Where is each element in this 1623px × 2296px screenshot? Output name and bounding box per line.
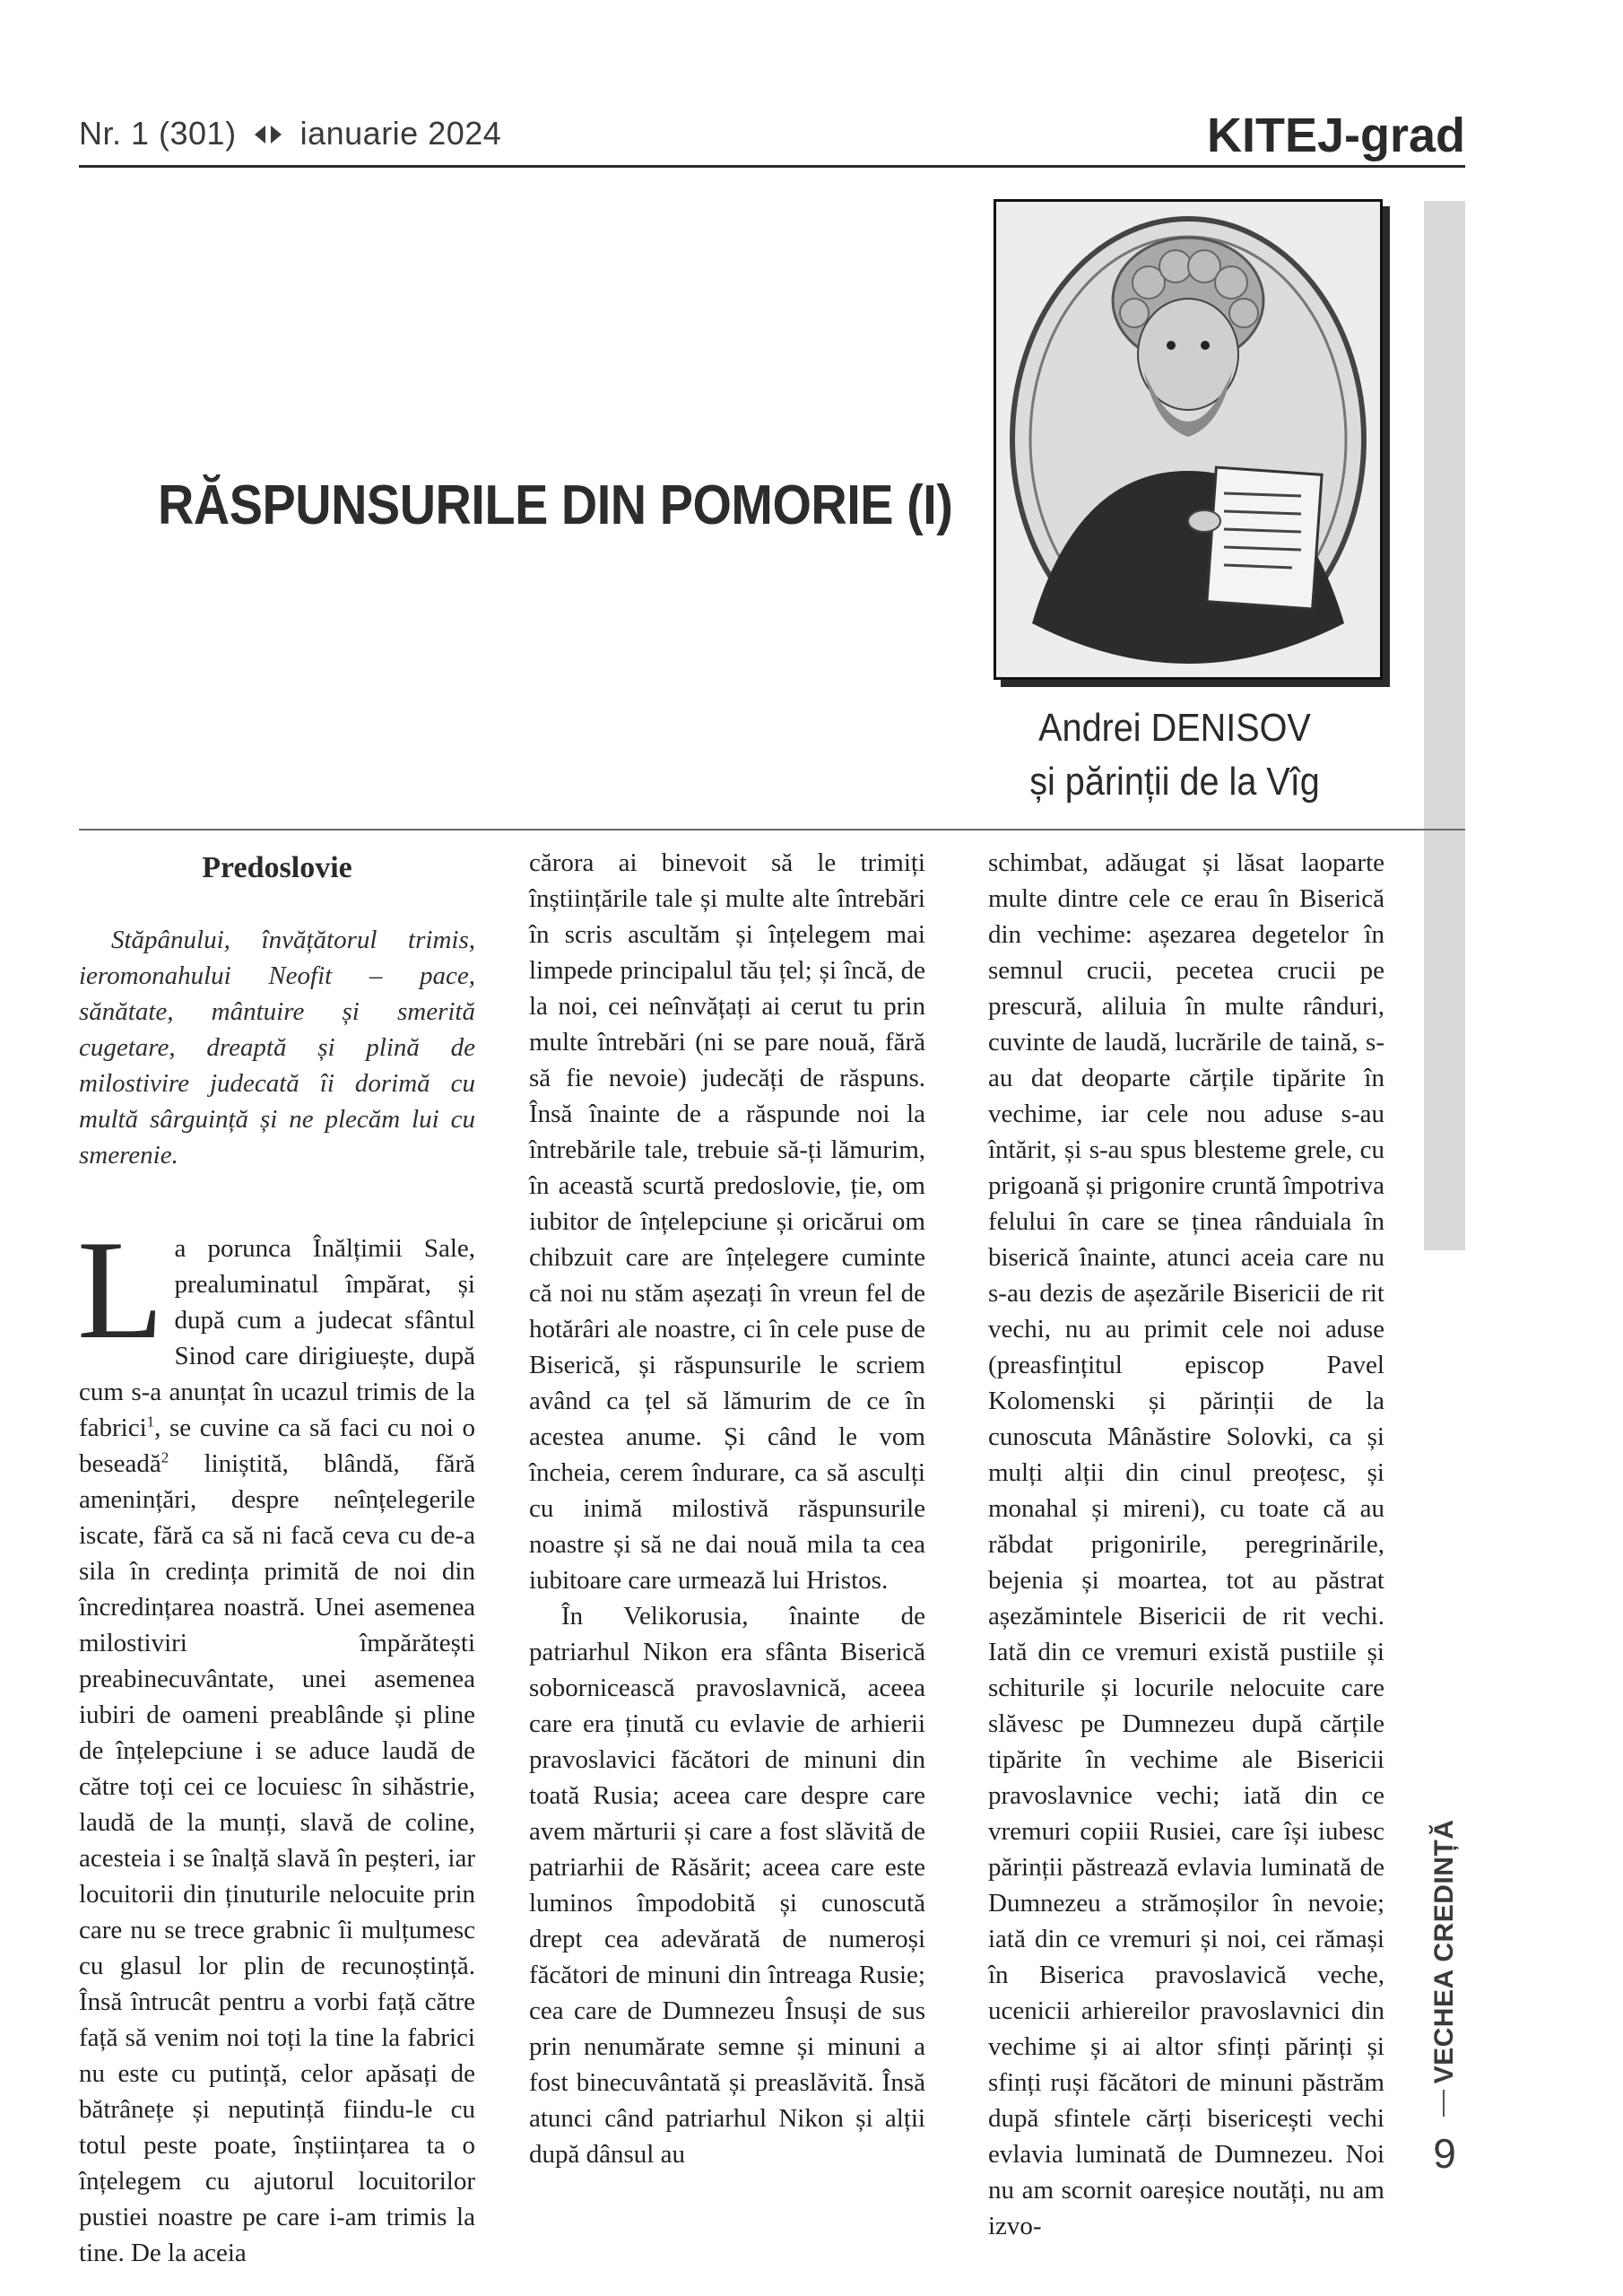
left-right-diamond-icon xyxy=(253,117,283,154)
footnote-marker: 2 xyxy=(161,1448,169,1466)
drop-cap: L xyxy=(77,1212,164,1369)
page-number: 9 xyxy=(1433,2130,1456,2177)
section-separator xyxy=(1443,2090,1445,2117)
text-column-2 xyxy=(529,845,925,2172)
magazine-name: KITEJ-grad xyxy=(1206,109,1465,162)
section-heading: Predoslovie xyxy=(202,851,352,884)
side-accent-bar xyxy=(1424,201,1465,1250)
body-text: a porunca Înălțimii Sale, prealuminatul împărat, și după cum a judecat sfântul Sinod care dirigiuește, după cum s-a anunțat în ucazul trimis de la fabrici xyxy=(79,1234,475,1442)
body-paragraph xyxy=(77,1212,475,2271)
author-coauthors: și părinții de la Vîg xyxy=(1029,760,1320,804)
body-text: , se cuvine ca să faci cu noi o beseadă xyxy=(79,1413,475,1478)
body-paragraph: schimbat, adăugat și lăsat laoparte multe dintre cele ce erau în Biserică din vechime: așezarea degetelor în semnul crucii, pecetea crucii pe prescură, aliluia în multe rânduri, cuvinte de laudă, lucrările de taină, s-au dat deoparte cărțile tipărite în vechime, iar cele nou aduse s-au întărit, și s-au spus blesteme grele, cu prigoană și prigonire cruntă împotriva felului în care se ținea rânduiala în biserică înainte, atunci aceia care nu s-au dezis de așezările Bisericii de rit vechi, nu au primit cele noi aduse (preasfințitul episcop Pavel Kolomenski și părinții de la cunoscuta Mânăstire Solovki, ca și mulți alții din cinul preoțesc, și monahal și mireni), cu toate că au răbdat prigonirile, peregrinările, bejenia și moartea, tot au păstrat așezămintele Bisericii de rit vechi. Iată din ce vremuri există pustiile și schiturile și locurile nelocuite care slăvesc pe Dumnezeu după cărțile tipărite în vechime ale Bisericii pravoslavnice vechi; iată din ce vremuri copiii Rusiei, care își iubesc părinții păstrează evlavia luminată de Dumnezeu a strămoșilor în nevoie; iată din ce vremuri și noi, cei rămași în Biserica pravoslavică veche, ucenicii arhiereilor pravoslavnici din vechime și ai altor sfinți părinți și sfinți ruși făcători de minuni păstrăm după sfintele cărți bisericești vechi evlavia luminată de Dumnezeu. Noi nu am scornit oareșice noutăți, nu am izvo- xyxy=(988,848,1384,2240)
section-label xyxy=(1413,1772,1476,2131)
header-divider xyxy=(79,165,1465,168)
issue-date: ianuarie 2024 xyxy=(299,115,502,152)
footnote-marker: 1 xyxy=(146,1413,155,1431)
author-name: Andrei DENISOV xyxy=(1038,706,1311,750)
body-paragraph: cărora ai binevoit să le trimiți înștiințările tale și multe alte întrebări în scris ascultăm și înțelegem mai limpede principalul tău țel; și încă, de la noi, cei neînvățați ai cerut tu prin multe întrebări (ni se pare nouă, fără să fie nevoie) judecăți de răspuns. Însă înainte de a răspunde noi la întrebările tale, trebuie să-ți lămurim, în această scurtă predoslovie, ție, om iubitor de înțelepciune și oricărui om chibzuit care are înțelegere cuminte că noi nu stăm așezați în vreun fel de hotărâri ale noastre, ci în cele puse de Biserică, și răspunsurile le scriem având ca țel să lămurim de ce în acestea anume. Și când le vom încheia, cerem îndurare, ca să asculți cu inimă milostivă răspunsurile noastre și să ne dai nouă mila ta cea iubitoare care urmează lui Hristos. xyxy=(529,848,925,1595)
author-byline xyxy=(986,701,1363,809)
body-text: liniștită, blândă, fără amenințări, despre neînțelegerile iscate, fără ca să ni facă ceva cu de-a sila în credința primită de noi din încredințarea noastră. Unei asemenea milostiviri împărătești preabinecuvântate, unei asemenea iubiri de oameni preablânde și pline de înțelepciune i se aduce laudă de către toți cei ce locuiesc în sihăstrie, laudă de la munți, slavă de coline, acesteia i se înalță slavă în peșteri, iar locuitorii din ținuturile nelocuite prin care nu se trece grabnic îi mulțumesc cu glasul lor plin de recunoștință. Însă întrucât pentru a vorbi față către față să venim noi toți la tine la fabrici nu este cu putință, celor apăsați de bătrânețe și neputință fiindu-le cu totul peste poate, înștiințarea ta o înțelegem cu ajutorul locuitorilor pustiei noastre pe care i-am trimis la tine. De la aceia xyxy=(79,1449,475,2267)
issue-number: Nr. 1 (301) xyxy=(79,115,237,152)
article-title: RĂSPUNSURILE DIN POMORIE (I) xyxy=(158,474,953,536)
author-portrait-image xyxy=(994,199,1383,680)
text-column-1 xyxy=(79,845,475,2271)
text-column-3 xyxy=(988,845,1384,2244)
issue-header xyxy=(79,115,501,154)
section-label-text: VECHEA CREDINȚĂ xyxy=(1429,1819,1459,2084)
body-paragraph: În Velikorusia, înainte de patriarhul Nikon era sfânta Biserică sobornicească pravoslavnică, aceea care era ținută cu evlavie de arhierii pravoslavici făcători de minuni din toată Rusia; aceea care despre care avem mărturii și care a fost slăvită de patriarhii de Răsărit; aceea care este luminos împodobită și cunoscută drept cea adevărată de numeroși făcători de minuni din întreaga Rusie; cea care de Dumnezeu Însuși de sus prin nenumărate semne și minuni a fost binecuvântată și preaslăvită. Însă atunci când patriarhul Nikon și alții după dânsul au xyxy=(529,1602,925,2169)
body-divider xyxy=(79,829,1465,831)
salutation-paragraph: Stăpânului, învățătorul trimis, ieromonahului Neofit – pace, sănătate, mântuire și smerită cugetare, dreaptă și plină de milostivire judecată îi dorimă cu multă sârguință și ne plecăm lui cu smerenie. xyxy=(79,926,475,1170)
